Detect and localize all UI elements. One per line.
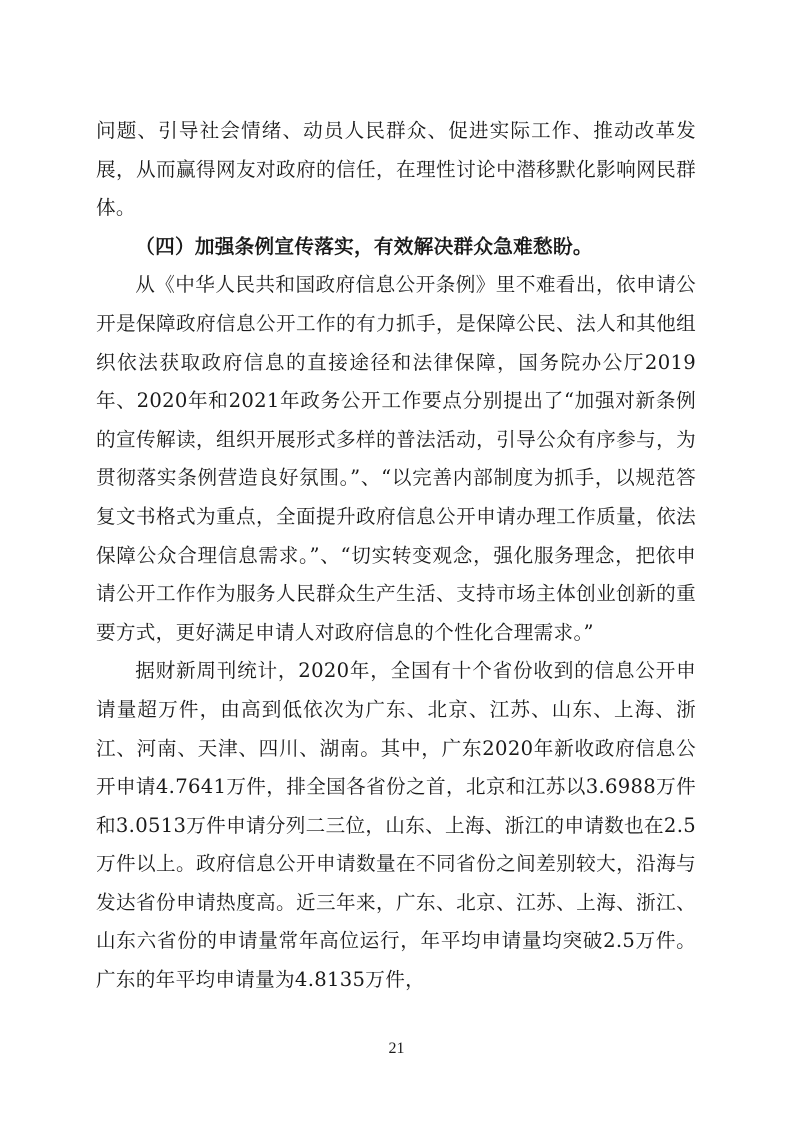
paragraph-regulation: 从《中华人民共和国政府信息公开条例》里不难看出，依申请公开是保障政府信息公开工作的有力抓手，是保障公民、法人和其他组织依法获取政府信息的直接途径和法律保障，国务院办公厅2019年、2020年和2021年政务公开工作要点分别提出了“加强对新条例的宣传解读，组织开展形式多样的普法活动，引导公众有序参与，为贯彻落实条例营造良好氛围。”、“以完善内部制度为抓手，以规范答复文书格式为重点，全面提升政府信息公开申请办理工作质量，依法保障公众合理信息需求。”、“切实转变观念，强化服务理念，把依申请公开工作作为服务人民群众生产生活、支持市场主体创业创新的重要方式，更好满足申请人对政府信息的个性化合理需求。” — [96, 273, 696, 644]
paragraph-continuation: 问题、引导社会情绪、动员人民群众、促进实际工作、推动改革发展，从而赢得网友对政府的信任，在理性讨论中潜移默化影响网民群体。 — [96, 119, 696, 220]
page-number: 21 — [388, 1040, 405, 1057]
body-text — [96, 112, 696, 1000]
section-heading: （四）加强条例宣传落实，有效解决群众急难愁盼。 — [135, 234, 593, 258]
paragraph-statistics: 据财新周刊统计，2020年，全国有十个省份收到的信息公开申请量超万件，由高到低依次为广东、北京、江苏、山东、上海、浙江、河南、天津、四川、湖南。其中，广东2020年新收政府信息公开申请4.7641万件，排全国各省份之首，北京和江苏以3.6988万件和3.0513万件申请分列二三位，山东、上海、浙江的申请数也在2.5万件以上。政府信息公开申请数量在不同省份之间差别较大，沿海与发达省份申请热度高。近三年来，广东、北京、江苏、上海、浙江、山东六省份的申请量常年高位运行，年平均申请量均突破2.5万件。广东的年平均申请量为4.8135万件， — [96, 659, 696, 992]
